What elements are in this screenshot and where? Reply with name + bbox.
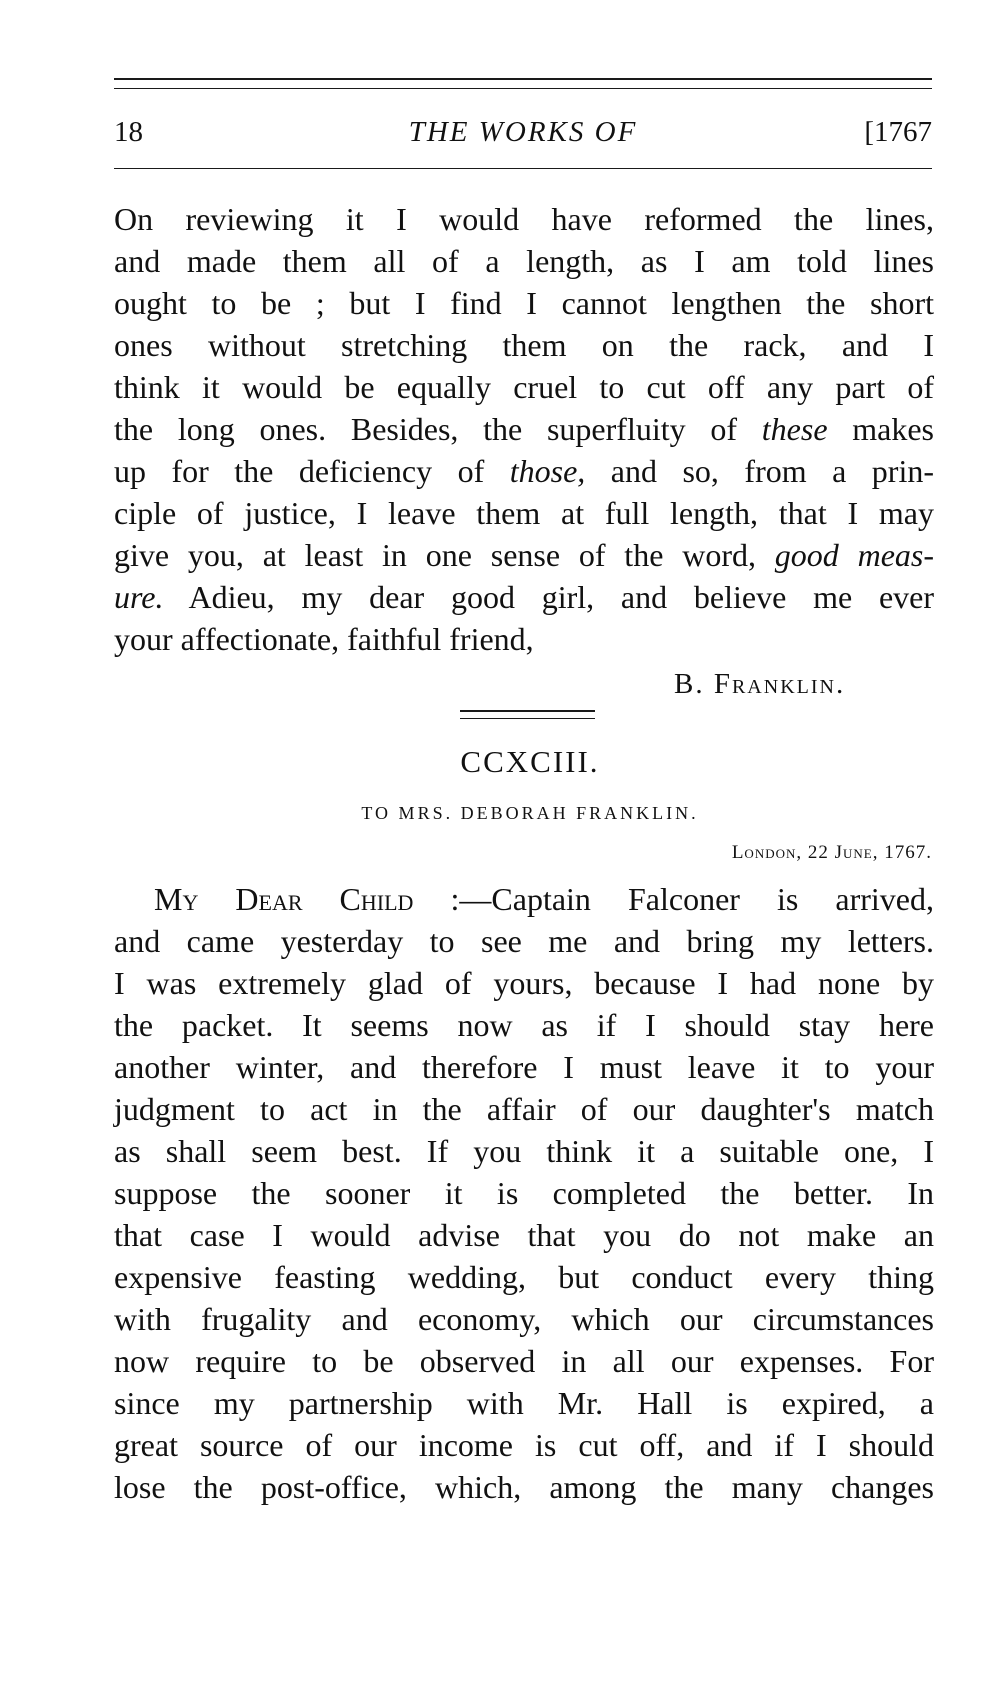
text-line: ones without stretching them on the rack, and I [114,327,934,363]
text-line: ciple of justice, I leave them at full length, that I may [114,495,934,531]
text-line: think it would be equally cruel to cut off any part of [114,369,934,405]
text-line: give you, at least in one sense of the word, good meas- [114,537,935,573]
section-separator [460,718,595,719]
running-title: THE WORKS OF [408,116,638,148]
text-line: My Dear Child :—Captain Falconer is arrived, [154,881,934,917]
text-line: judgment to act in the affair of our daughter's match [114,1091,934,1127]
text-line: expensive feasting wedding, but conduct every thing [114,1259,934,1295]
letter-recipient: TO MRS. DEBORAH FRANKLIN. [361,803,699,823]
text-line: your affectionate, faithful friend, [114,621,534,657]
text-line: suppose the sooner it is completed the better. In [114,1175,934,1211]
letter-conclusion [114,198,934,660]
header-rule [114,168,932,169]
text-line: I was extremely glad of yours, because I had none by [114,965,934,1001]
signature: B. Franklin. [674,668,846,700]
letter-body [114,878,934,1508]
running-head [114,112,932,152]
text-line: ought to be ; but I find I cannot lengthen the short [114,285,934,321]
page-number: 18 [114,116,143,148]
text-line: another winter, and therefore I must leave it to your [114,1049,934,1085]
italic-phrase: ure. [114,579,164,615]
text-line: ure. Adieu, my dear good girl, and believe me ever [114,579,934,615]
letter-dateline: London, 22 June, 1767. [731,842,932,863]
text-line: and made them all of a length, as I am told lines [114,243,934,279]
text-line: great source of our income is cut off, and if I should [114,1427,934,1463]
section-separator [460,710,595,712]
italic-word: those, [509,453,586,489]
text-line: the long ones. Besides, the superfluity of these makes [114,411,935,447]
text-line: as shall seem best. If you think it a suitable one, I [114,1133,934,1169]
header-double-rule-bottom [114,88,932,89]
text-line: and came yesterday to see me and bring my letters. [114,923,934,959]
italic-word: these [761,411,828,447]
running-year: [1767 [864,116,932,148]
text-line: now require to be observed in all our expenses. For [114,1343,934,1379]
letter-number: CCXCIII. [460,744,600,779]
text-line: since my partnership with Mr. Hall is expired, a [114,1385,934,1421]
text-line: that case I would advise that you do not make an [114,1217,934,1253]
text-line: the packet. It seems now as if I should stay here [114,1007,934,1043]
text-line: with frugality and economy, which our circumstances [114,1301,934,1337]
italic-phrase: good meas- [774,537,935,573]
salutation: My Dear Child [154,881,414,917]
header-double-rule-top [114,78,932,80]
text-line: On reviewing it I would have reformed the lines, [114,201,934,237]
text-line: up for the deficiency of those, and so, from a prin- [114,453,935,489]
text-line: lose the post-office, which, among the many changes [114,1469,934,1505]
